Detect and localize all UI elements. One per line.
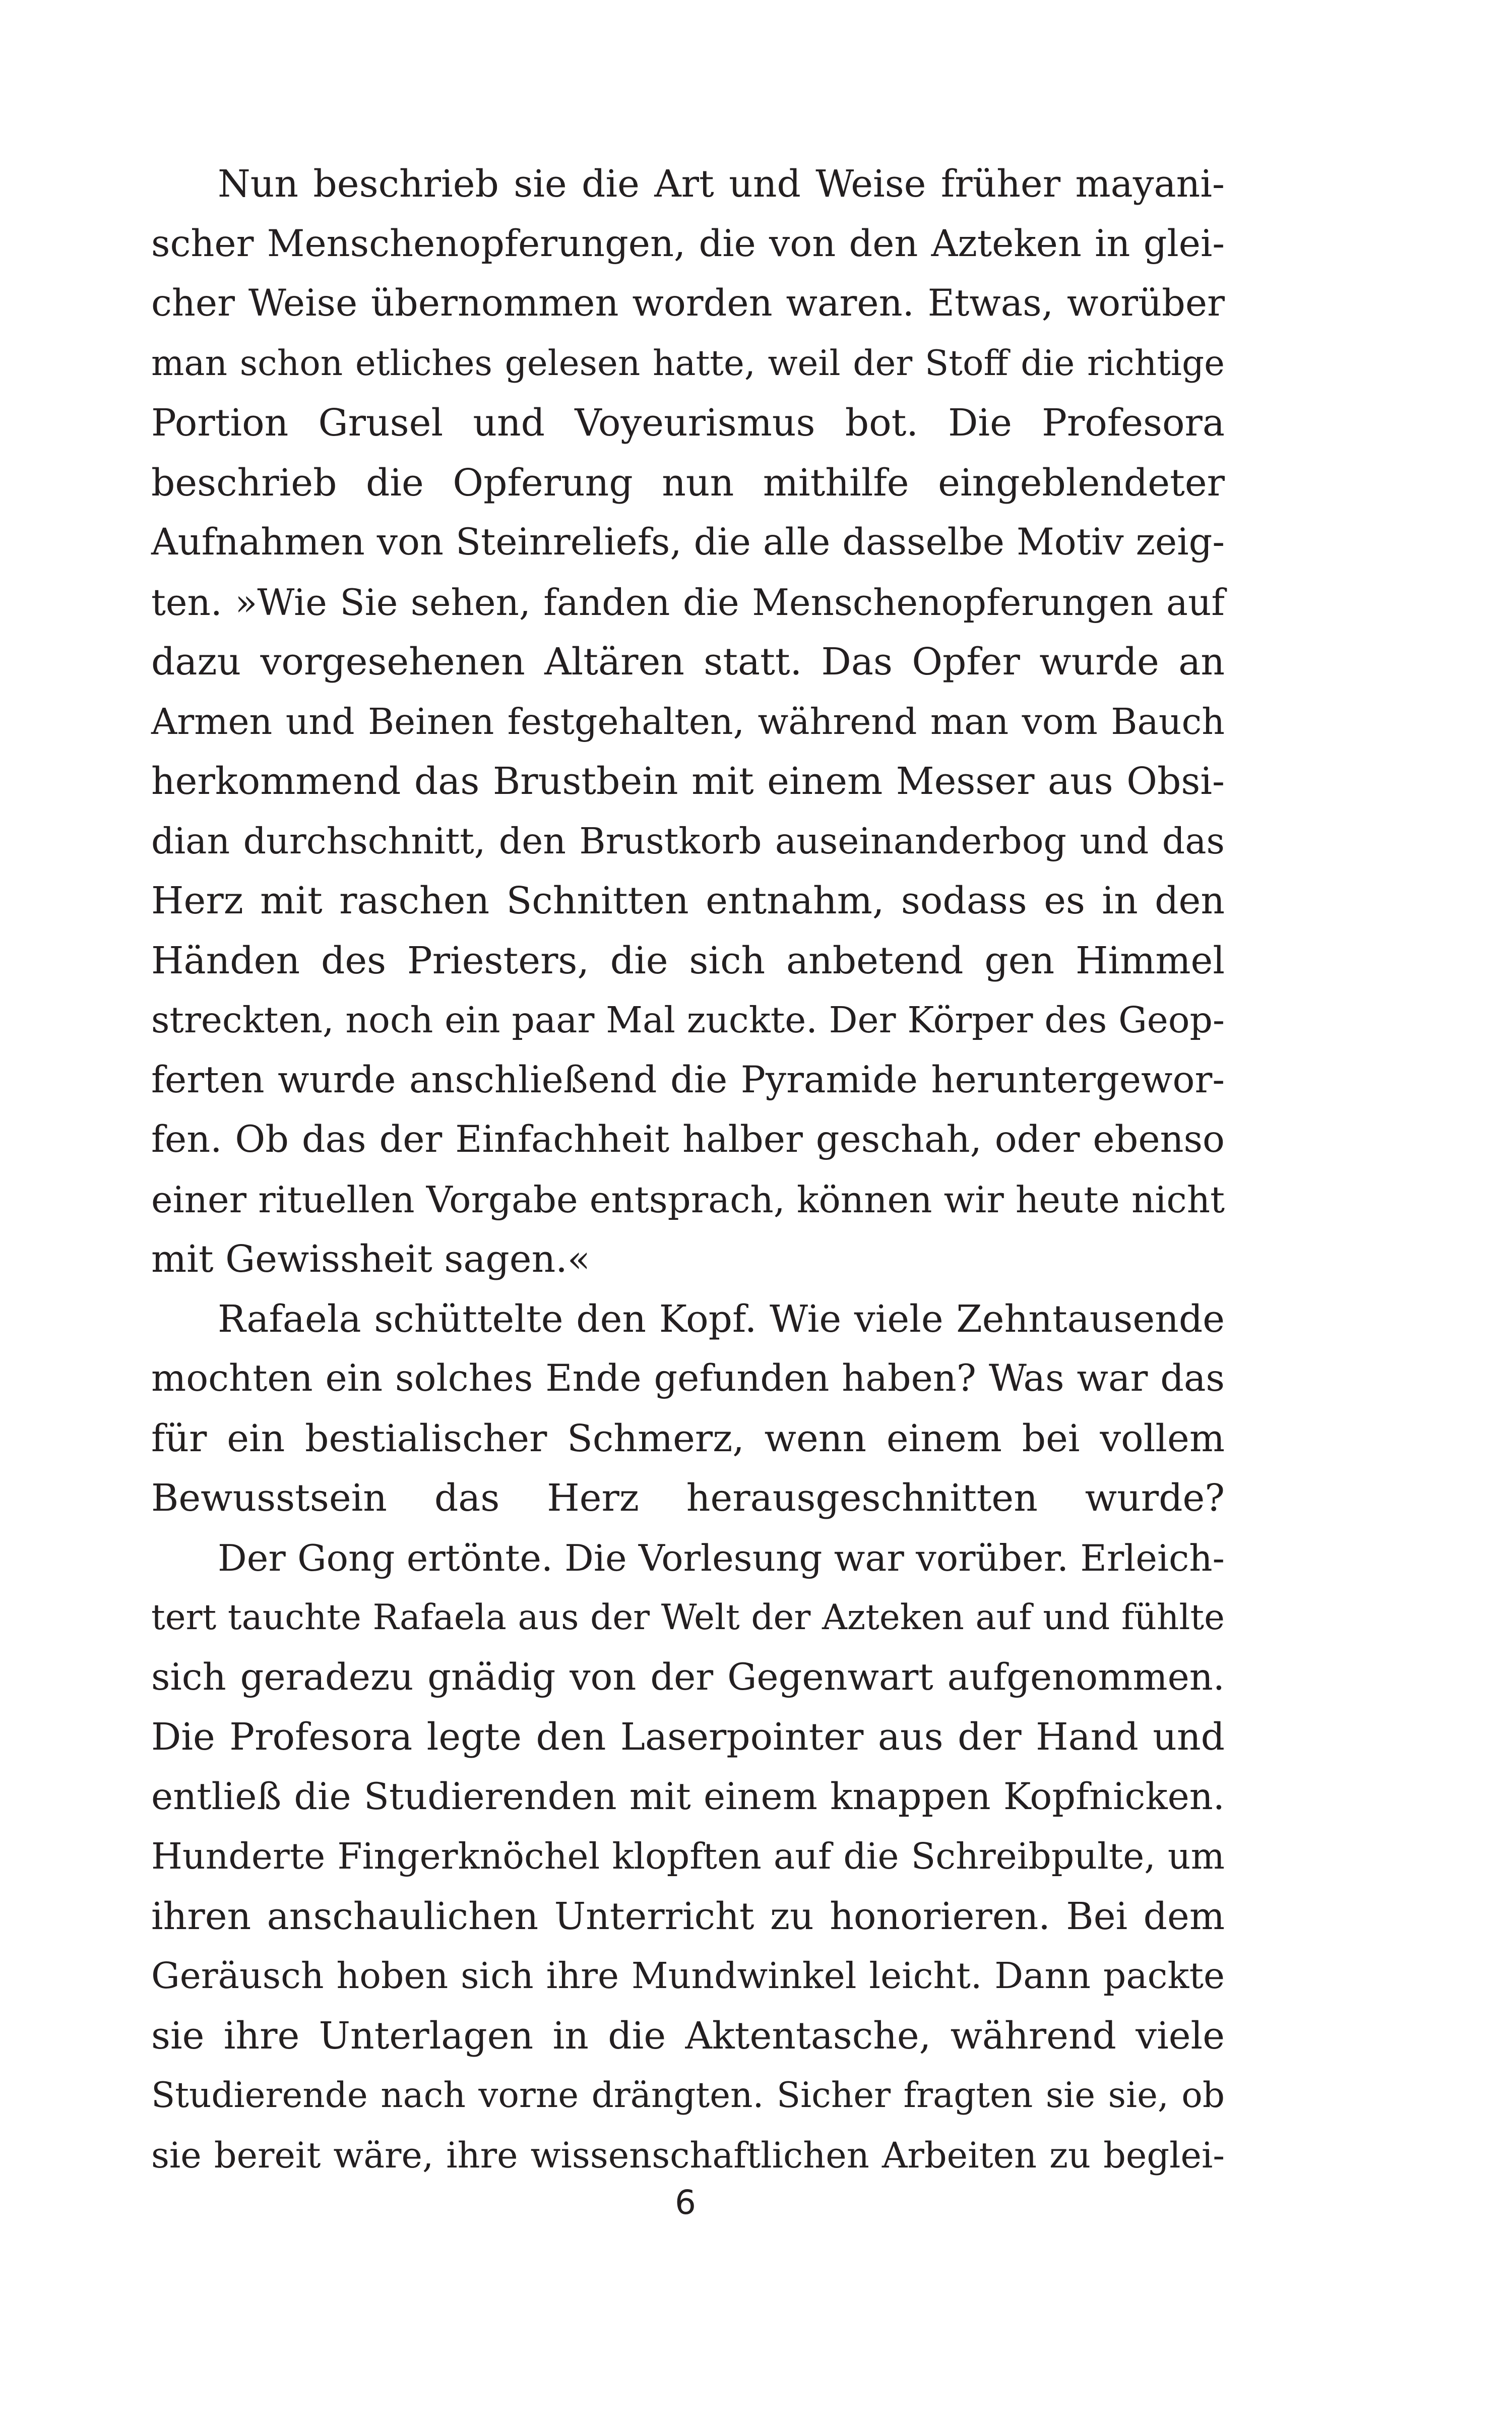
text-line: Portion Grusel und Voyeurismus bot. Die Profesora — [151, 401, 1225, 445]
text-line: Herz mit raschen Schnitten entnahm, sodass es in den — [151, 879, 1225, 922]
text-line: herkommend das Brustbein mit einem Messer aus Obsi- — [151, 760, 1225, 803]
text-line: scher Menschenopferungen, die von den Azteken in glei- — [151, 222, 1225, 265]
text-line: Nun beschrieb sie die Art und Weise früher mayani- — [218, 162, 1225, 206]
text-line: Aufnahmen von Steinreliefs, die alle dasselbe Motiv zeig- — [151, 521, 1225, 564]
text-line: beschrieb die Opferung nun mithilfe eingeblendeter — [151, 461, 1225, 505]
text-line: Händen des Priesters, die sich anbetend gen Himmel — [151, 939, 1225, 982]
text-line: ten. »Wie Sie sehen, fanden die Menschenopferungen auf — [151, 581, 1225, 624]
text-line: mochten ein solches Ende gefunden haben? Was war das — [151, 1357, 1225, 1400]
text-line: Bewusstsein das Herz herausgeschnitten wurde? — [151, 1476, 1225, 1520]
text-line: man schon etliches gelesen hatte, weil der Stoff die richtige — [151, 343, 1225, 384]
text-line: sie bereit wäre, ihre wissenschaftlichen Arbeiten zu beglei- — [151, 2134, 1225, 2176]
text-line: Geräusch hoben sich ihre Mundwinkel leicht. Dann packte — [151, 1955, 1225, 1997]
text-line: tert tauchte Rafaela aus der Welt der Azteken auf und fühlte — [151, 1597, 1225, 1638]
text-line: Hunderte Fingerknöchel klopften auf die Schreibpulte, um — [151, 1835, 1225, 1877]
text-line: Der Gong ertönte. Die Vorlesung war vorüber. Erleich- — [218, 1536, 1225, 1579]
text-line: sie ihre Unterlagen in die Aktentasche, während viele — [151, 2014, 1225, 2058]
page-number: 6 — [675, 2183, 696, 2222]
text-line: Armen und Beinen festgehalten, während man vom Bauch — [151, 700, 1225, 742]
text-line: cher Weise übernommen worden waren. Etwas, worüber — [151, 282, 1225, 325]
text-line: entließ die Studierenden mit einem knappen Kopfnicken. — [151, 1775, 1225, 1818]
text-line: fen. Ob das der Einfachheit halber geschah, oder ebenso — [151, 1118, 1225, 1161]
text-line: sich geradezu gnädig von der Gegenwart aufgenommen. — [151, 1655, 1225, 1699]
text-line: dazu vorgesehenen Altären statt. Das Opfer wurde an — [151, 640, 1225, 684]
text-line: dian durchschnitt, den Brustkorb auseinanderbog und das — [151, 820, 1225, 862]
text-line: Rafaela schüttelte den Kopf. Wie viele Zehntausende — [218, 1297, 1225, 1341]
text-line: Studierende nach vorne drängten. Sicher fragten sie sie, ob — [151, 2075, 1225, 2116]
text-line: Die Profesora legte den Laserpointer aus der Hand und — [151, 1715, 1225, 1759]
text-line: ihren anschaulichen Unterricht zu honorieren. Bei dem — [151, 1894, 1225, 1938]
text-line: einer rituellen Vorgabe entsprach, können wir heute nicht — [151, 1178, 1225, 1221]
text-line: mit Gewissheit sagen.« — [151, 1237, 591, 1281]
text-line: für ein bestialischer Schmerz, wenn einem bei vollem — [151, 1416, 1225, 1460]
text-line: ferten wurde anschließend die Pyramide heruntergewor- — [151, 1058, 1225, 1101]
text-line: streckten, noch ein paar Mal zuckte. Der Körper des Geop- — [151, 999, 1225, 1041]
body-text — [151, 154, 1225, 2185]
